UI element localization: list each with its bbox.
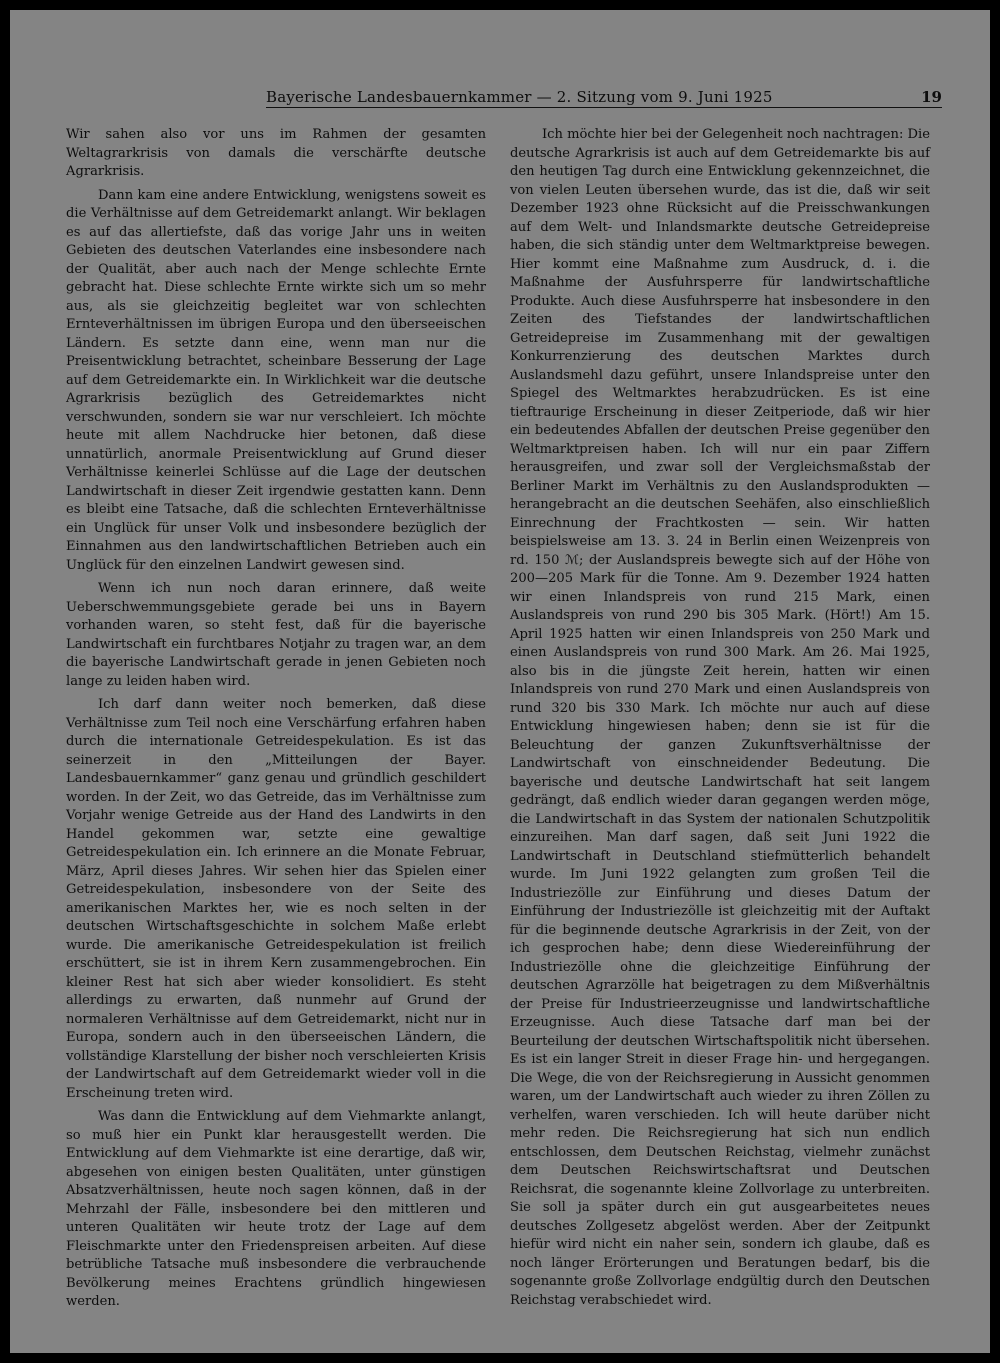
running-title: Bayerische Landesbauernkammer — 2. Sitzung vom 9. Juni 1925 (266, 88, 773, 106)
paragraph: Ich möchte hier bei der Gelegenheit noch nachtragen: Die deutsche Agrarkrisis ist auch auf dem Getreidemarkte bis auf den heutigen Tag durch eine Entwicklung gekennzeichnet, die von vielen Leuten übersehen wurde, das ist die, daß wir seit Dezember 1923 ohne Rücksicht auf die Preisschwankungen auf dem Welt- und Inlandsmarkte deutsche Getreidepreise haben, die sich ständig unter dem Weltmarktpreise bewegen. Hier kommt eine Maßnahme zum Ausdruck, d. i. die Maßnahme der Ausfuhrsperre für landwirtschaftliche Produkte. Auch diese Ausfuhrsperre hat insbesondere in den Zeiten des Tiefstandes der landwirtschaftlichen Getreidepreise im Zusammenhang mit der gewaltigen Konkurrenzierung des deutschen Marktes durch Auslandsmehl dazu geführt, unsere Inlandspreise unter den Spiegel des Weltmarktes herabzudrücken. Es ist eine tieftraurige Erscheinung in dieser Zeitperiode, daß wir hier ein bedeutendes Abfallen der deutschen Preise gegenüber den Weltmarktpreisen haben. Ich will nur ein paar Ziffern herausgreifen, und zwar soll der Vergleichsmaßstab der Berliner Markt im Verhältnis zu den Auslandsprodukten — herangebracht an die deutschen Seehäfen, also einschließlich Einrechnung der Frachtkosten — sein. Wir hatten beispielsweise am 13. 3. 24 in Berlin einen Weizenpreis von rd. 150 ℳ; der Auslandspreis bewegte sich auf der Höhe von 200—205 Mark für die Tonne. Am 9. Dezember 1924 hatten wir einen Inlandspreis von rund 215 Mark, einen Auslandspreis von rund 290 bis 305 Mark. (Hört!) Am 15. April 1925 hatten wir einen Inlandspreis von 250 Mark und einen Auslandspreis von rund 300 Mark. Am 26. Mai 1925, also bis in die jüngste Zeit herein, hatten wir einen Inlandspreis von rund 270 Mark und einen Auslandspreis von rund 320 bis 330 Mark. Ich möchte nur auch auf diese Entwicklung hingewiesen haben; denn sie ist für die Beleuchtung der ganzen Zukunftsverhältnisse der Landwirtschaft von einschneidender Bedeutung. Die bayerische und deutsche Landwirtschaft hat seit langem gedrängt, daß endlich wieder daran gegangen werden möge, die Landwirtschaft in das System der nationalen Schutzpolitik einzureihen. Man darf sagen, daß seit Juni 1922 die Landwirtschaft in Deutschland stiefmütterlich behandelt wurde. Im Juni 1922 gelangten zum großen Teil die Industriezölle zur Einführung und dieses Datum der Einführung der Industriezölle ist gleichzeitig mit der Auftakt für die beginnende deutsche Agrarkrisis in der Zeit, von der ich gesprochen habe; denn diese Wiedereinführung der Industriezölle ohne die gleichzeitige Einführung der deutschen Agrarzölle hat beigetragen zu dem Mißverhältnis der Preise für Industrieerzeugnisse und landwirtschaftliche Erzeugnisse. Auch diese Tatsache darf man bei der Beurteilung der deutschen Wirtschaftspolitik nicht übersehen. Es ist ein langer Streit in dieser Frage hin- und hergegangen. Die Wege, die von der Reichsregierung in Aussicht genommen waren, um der Landwirtschaft auch wieder zu ihren Zöllen zu verhelfen, waren verschieden. Ich will heute darüber nicht mehr reden. Die Reichsregierung hat sich nun endlich entschlossen, dem Deutschen Reichstag, vielmehr zunächst dem Deutschen Reichswirtschaftsrat und Deutschen Reichsrat, die sogenannte kleine Zollvorlage zu unterbreiten. Sie soll ja später durch ein gut ausgearbeitetes neues deutsches Zollgesetz abgelöst werden. Aber der Zeitpunkt hiefür wird nicht ein naher sein, sondern ich glaube, daß es noch länger Erörterungen und Beratungen bedarf, bis die sogenannte große Zollvorlage endgültig durch den Deutschen Reichstag verabschiedet wird. (510, 127, 930, 1308)
paragraph: Ich darf dann weiter noch bemerken, daß diese Verhältnisse zum Teil noch eine Verschärfung erfahren haben durch die internationale Getreidespekulation. Es ist das seinerzeit in den „Mitteilungen der Bayer. Landesbauernkammer“ ganz genau und gründlich geschildert worden. In der Zeit, wo das Getreide, das im Verhältnisse zum Vorjahr wenige Getreide aus der Hand des Landwirts in den Handel gekommen war, setzte eine gewaltige Getreidespekulation ein. Ich erinnere an die Monate Februar, März, April dieses Jahres. Wir sehen hier das Spielen einer Getreidespekulation, insbesondere von der Seite des amerikanischen Marktes her, wie es noch selten in der deutschen Wirtschaftsgeschichte in solchem Maße erlebt wurde. Die amerikanische Getreidespekulation ist freilich erschüttert, sie ist in ihrem Kern zusammengebrochen. Ein kleiner Rest hat sich aber wieder konsolidiert. Es steht allerdings zu erwarten, daß nunmehr auf Grund der normaleren Verhältnisse auf dem Getreidemarkt, nicht nur in Europa, sondern auch in den überseeischen Ländern, die vollständige Klarstellung der bisher noch verschleierten Krisis der Landwirtschaft auf dem Getreidemarkt wieder voll in die Erscheinung treten wird. (66, 697, 486, 1101)
left-column (66, 126, 486, 1317)
right-column (510, 126, 930, 1315)
paragraph: Wenn ich nun noch daran erinnere, daß weite Ueberschwemmungsgebiete gerade bei uns in Bayern vorhanden waren, so steht fest, daß für die bayerische Landwirtschaft ein furchtbares Notjahr zu tragen war, an dem die bayerische Landwirtschaft gerade in jenen Gebieten noch lange zu leiden haben wird. (66, 581, 486, 689)
page-number: 19 (921, 88, 942, 106)
newspaper-page (10, 10, 990, 1353)
paragraph: Dann kam eine andere Entwicklung, wenigstens soweit es die Verhältnisse auf dem Getreidemarkt anlangt. Wir beklagen es auf das allertiefste, daß das vorige Jahr uns in weiten Gebieten des deutschen Vaterlandes eine insbesondere nach der Qualität, aber auch nach der Menge schlechte Ernte gebracht hat. Diese schlechte Ernte wirkte sich um so mehr aus, als sie gleichzeitig begleitet war von schlechten Ernteverhältnissen im übrigen Europa und den überseeischen Ländern. Es setzte dann eine, wenn man nur die Preisentwicklung betrachtet, scheinbare Besserung der Lage auf dem Getreidemarkte ein. In Wirklichkeit war die deutsche Agrarkrisis bezüglich des Getreidemarktes nicht verschwunden, sondern sie war nur verschleiert. Ich möchte heute mit allem Nachdrucke hier betonen, daß diese unnatürlich, anormale Preisentwicklung auf Grund dieser Verhältnisse keinerlei Schlüsse auf die Lage der deutschen Landwirtschaft in dieser Zeit irgendwie gestatten kann. Denn es bleibt eine Tatsache, daß die schlechten Ernteverhältnisse ein Unglück für unser Volk und insbesondere bezüglich der Einnahmen aus den landwirtschaftlichen Betrieben auch ein Unglück für den einzelnen Landwirt gewesen sind. (66, 187, 486, 573)
paragraph: Was dann die Entwicklung auf dem Viehmarkte anlangt, so muß hier ein Punkt klar herausgestellt werden. Die Entwicklung auf dem Viehmarkte ist eine derartige, daß wir, abgesehen von einigen besten Qualitäten, unter günstigen Absatzverhältnissen, heute noch sagen können, daß in der Mehrzahl der Fälle, insbesondere bei den mittleren und unteren Qualitäten wir heute trotz der Lage auf dem Fleischmarkte unter den Friedenspreisen arbeiten. Auf diese betrübliche Tatsache muß insbesondere die verbrauchende Bevölkerung meines Erachtens gründlich hingewiesen werden. (66, 1109, 486, 1309)
page-header (66, 88, 942, 110)
header-rule (266, 107, 942, 108)
paragraph: Wir sahen also vor uns im Rahmen der gesamten Weltagrarkrisis von damals die verschärfte deutsche Agrarkrisis. (66, 127, 486, 179)
